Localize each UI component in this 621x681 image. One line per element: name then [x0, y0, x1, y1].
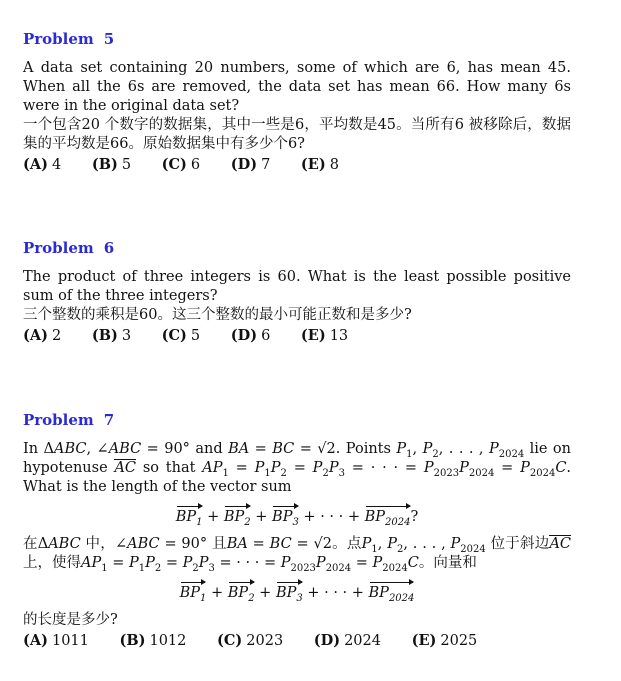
choice-e: (E) 2025	[411, 632, 478, 649]
problem-6	[23, 239, 571, 346]
choice-c: (C) 6	[161, 156, 201, 173]
problem-text-zh: 一个包含20 个数字的数据集，其中一些是6，平均数是45。当所有6 被移除后，数据集的平均数是66。原始数据集中有多少个6?	[23, 117, 571, 152]
choice-e: (E) 8	[300, 156, 339, 173]
choice-d: (D) 7	[230, 156, 271, 173]
choice-b: (B) 1012	[119, 632, 187, 649]
problem-5	[23, 30, 571, 175]
problem-question-zh-end: 的长度是多少?	[23, 612, 118, 628]
choice-d: (D) 6	[230, 327, 271, 344]
problem-text-zh: 在ΔABC 中，∠ABC = 90° 且BA = BC = √2。点$P_1$, $P_2$, . . . , $P_{2024}$ 位于斜边AC 上，使得$AP_1 = P_1P_2 = P_2P_3$ = · · · = $P_{2023}P_{2024} = P_{2024}C$。向量和	[23, 536, 572, 574]
vector-sum-formula: $BP_1 + BP_2 + BP_3$ + · · · + $BP_{2024}$?	[23, 505, 571, 527]
problem-title: Problem 7	[23, 411, 115, 429]
answer-choices	[23, 326, 571, 346]
problem-title: Problem 6	[23, 239, 115, 257]
answer-choices	[23, 631, 571, 651]
choice-a: (A) 2	[23, 327, 62, 344]
choice-b: (B) 5	[91, 156, 132, 173]
choice-a: (A) 4	[23, 156, 62, 173]
choice-a: (A) 1011	[23, 632, 89, 649]
problem-7	[23, 411, 571, 651]
choice-e: (E) 13	[300, 327, 349, 344]
answer-choices	[23, 155, 571, 175]
problem-text-zh: 三个整数的乘积是60。这三个整数的最小可能正数和是多少?	[23, 307, 412, 323]
choice-c: (C) 2023	[217, 632, 284, 649]
choice-d: (D) 2024	[313, 632, 381, 649]
vector-sum-formula-zh: $BP_1 + BP_2 + BP_3$ + · · · + $BP_{2024}$	[23, 581, 571, 603]
problem-text-en: In ΔABC, ∠ABC = 90° and BA = BC = √2. Points $P_1$, $P_2$, . . . , $P_{2024}$ lie on hypotenuse AC so that $AP_1 = P_1P_2 = P_2P_3$ = · · · = $P_{2023}P_{2024} = P_{2024}C$. What is the length of the vector sum	[23, 441, 572, 495]
problem-text-en: A data set containing 20 numbers, some of which are 6, has mean 45. When all the 6s are removed, the data set has mean 66. How many 6s were in the original data set?	[23, 60, 571, 114]
problem-title: Problem 5	[23, 30, 115, 48]
choice-b: (B) 3	[91, 327, 132, 344]
problem-text-en: The product of three integers is 60. What is the least possible positive sum of the three integers?	[23, 269, 571, 304]
choice-c: (C) 5	[161, 327, 201, 344]
